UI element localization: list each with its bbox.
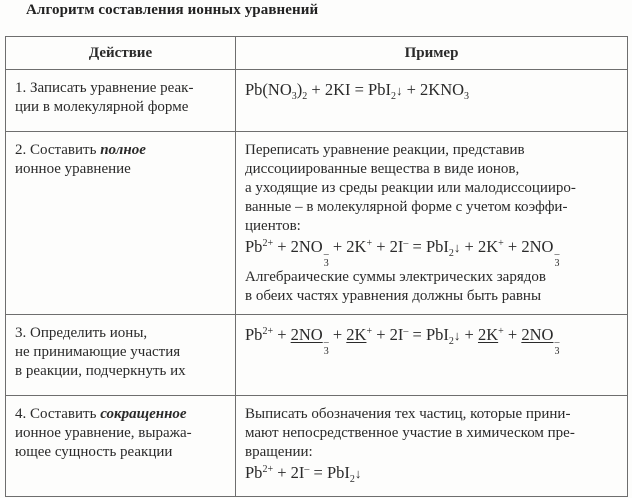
- compound-pbi2: PbI$_2$↓: [326, 463, 362, 485]
- eq-subscript: 2: [390, 91, 396, 102]
- action-emphasis: сокращенное: [100, 406, 187, 422]
- action-text: 3. Определить ионы,: [15, 325, 148, 341]
- table-header-row: [6, 37, 628, 70]
- action-emphasis: полное: [100, 142, 146, 158]
- action-cell: [6, 70, 236, 132]
- action-text: 1. Записать уравнение реак-: [15, 80, 194, 96]
- ion-no3: 2NO – 3: [521, 237, 560, 269]
- action-text: [15, 141, 225, 160]
- note-text: Алгебраические суммы электрических зарядов: [245, 269, 546, 285]
- ionic-equations-table: [5, 36, 628, 497]
- table-row: [6, 70, 628, 132]
- example-text: мают непосредственное участие в химическом пре-: [245, 425, 575, 441]
- ion-pb: $Pb^{2+}$: [245, 463, 274, 482]
- spectator-ion-no3: 2NO – 3: [290, 325, 329, 357]
- eq-part: Pb(NO: [245, 80, 292, 99]
- precipitate-arrow-icon: ↓: [453, 240, 461, 255]
- action-prefix: 4. Составить: [15, 406, 101, 422]
- table-row: [6, 315, 628, 396]
- ion-pb: $Pb^{2+}$: [245, 237, 274, 256]
- spectator-ion-no3: 2NO – 3: [521, 325, 560, 357]
- example-text: а уходящие из среды реакции или малодиссоцииро-: [245, 180, 576, 196]
- action-prefix: 2. Составить: [15, 142, 101, 158]
- example-text: диссоциированные вещества в виде ионов,: [245, 161, 520, 177]
- action-cell: [6, 315, 236, 396]
- compound-pbi2: PbI$_2$↓: [425, 325, 461, 347]
- header-example: Пример: [236, 37, 628, 70]
- example-text: циентов:: [245, 218, 301, 234]
- full-ionic-equation: $Pb^{2+} + 2NO$ – 3 + 2K+ + 2I– = PbI$_2$↓ + 2K+ + 2NO – 3: [245, 237, 560, 269]
- precipitate-arrow-icon: ↓: [395, 83, 403, 98]
- spectator-ion-k: 2K+: [346, 325, 373, 344]
- ion-no3: 2NO – 3: [290, 237, 329, 269]
- example-cell: [236, 315, 628, 396]
- action-cell: [6, 396, 236, 497]
- spectator-ion-k: 2K+: [477, 325, 504, 344]
- example-cell: [236, 70, 628, 132]
- action-text: ющее сущность реакции: [15, 444, 173, 460]
- table-title: Алгоритм составления ионных уравнений: [26, 2, 319, 18]
- ion-i: 2I–: [389, 325, 409, 344]
- note-text: в обеих частях уравнения должны быть равны: [245, 288, 542, 304]
- eq-part: ): [296, 80, 303, 99]
- example-cell: [236, 132, 628, 315]
- example-text: ванные – в молекулярной форме с учетом коэффи-: [245, 199, 568, 215]
- ion-k: 2K+: [477, 237, 504, 256]
- example-text: Переписать уравнение реакции, представив: [245, 142, 525, 158]
- example-cell: [236, 396, 628, 497]
- action-text: в реакции, подчеркнуть их: [15, 363, 186, 379]
- example-text: Выписать обозначения тех частиц, которые прини-: [245, 406, 571, 422]
- precipitate-arrow-icon: ↓: [453, 328, 461, 343]
- eq-part: + 2KI = PbI: [307, 80, 391, 99]
- molecular-equation: [245, 79, 621, 102]
- ion-k: 2K+: [346, 237, 373, 256]
- action-text: [15, 405, 225, 424]
- ion-i: 2I–: [389, 237, 409, 256]
- ion-pb: $Pb^{2+}$: [245, 325, 274, 344]
- action-text: ионное уравнение, выража-: [15, 425, 192, 441]
- header-action: Действие: [6, 37, 236, 70]
- underlined-ionic-equation: $Pb^{2+} + 2NO$ – 3 + 2K+ + 2I– = PbI$_2$↓ + 2K+ + 2NO – 3: [245, 325, 560, 357]
- eq-subscript: 2: [302, 91, 308, 102]
- net-ionic-equation: $Pb^{2+} + 2I^-$ = PbI$_2$↓: [245, 463, 362, 485]
- action-cell: [6, 132, 236, 315]
- action-text: ции в молекулярной форме: [15, 99, 189, 115]
- table-row: [6, 396, 628, 497]
- eq-subscript: 3: [464, 91, 470, 102]
- ion-i: 2I–: [290, 463, 310, 482]
- action-text: ионное уравнение: [15, 161, 131, 177]
- example-text: вращении:: [245, 444, 313, 460]
- eq-part: + 2KNO: [402, 80, 465, 99]
- eq-subscript: 3: [291, 91, 297, 102]
- compound-pbi2: PbI$_2$↓: [425, 237, 461, 259]
- table-row: [6, 132, 628, 315]
- precipitate-arrow-icon: ↓: [354, 466, 362, 481]
- action-text: не принимающие участия: [15, 344, 181, 360]
